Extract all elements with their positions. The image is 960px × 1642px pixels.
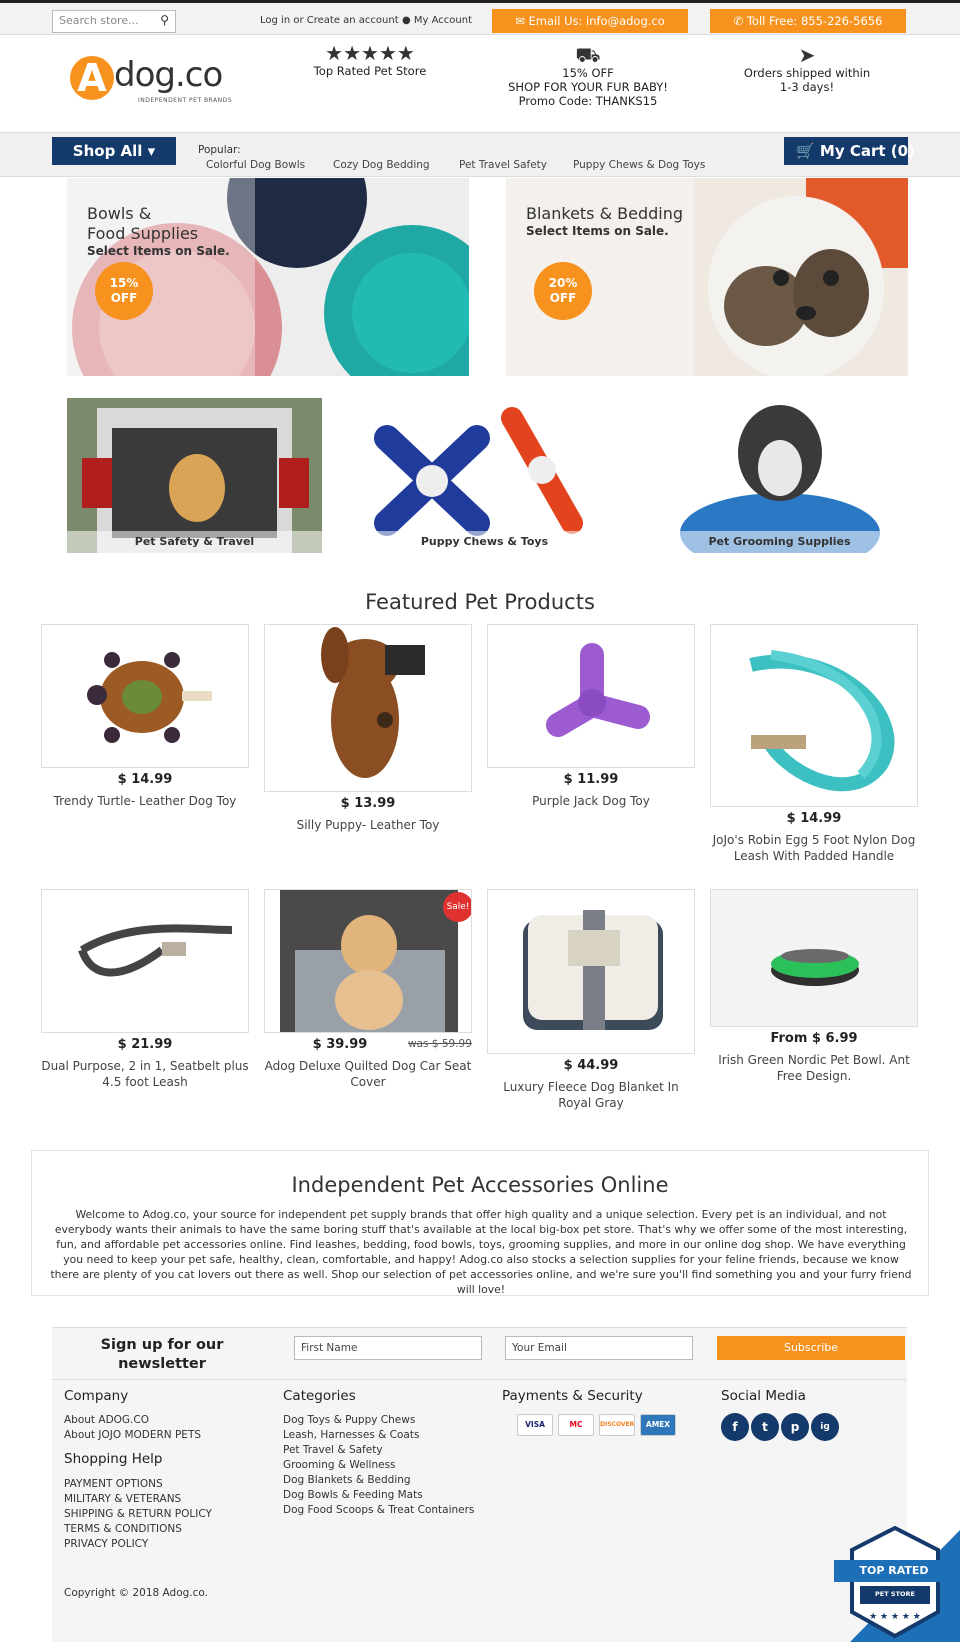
footer-link[interactable]: SHIPPING & RETURN POLICY <box>64 1508 212 1520</box>
popular-link-bowls[interactable]: Colorful Dog Bowls <box>206 159 306 171</box>
product-image-blanket[interactable] <box>487 889 695 1054</box>
newsletter-title: Sign up for our newsletter <box>100 1337 224 1372</box>
promo-line-1: 15% OFF <box>562 66 614 80</box>
popular-label: Popular: <box>198 144 241 156</box>
badge-pct: 20% <box>548 276 578 290</box>
banner-bowls-title-1: Bowls & <box>87 204 152 223</box>
category-pet-safety[interactable] <box>67 398 322 553</box>
shipping-line-2: 1-3 days! <box>779 80 835 94</box>
footer-link[interactable]: Dog Toys & Puppy Chews <box>283 1414 416 1426</box>
discover-icon: DISCOVER <box>599 1414 635 1436</box>
mastercard-icon: MC <box>558 1414 594 1436</box>
product-name[interactable]: JoJo's Robin Egg 5 Foot Nylon Dog Leash With Padded Handle <box>712 833 916 863</box>
email-button[interactable] <box>492 9 688 33</box>
product-price: $ 11.99 <box>563 772 619 787</box>
car-dog-illustration <box>67 398 322 553</box>
banner-bowls[interactable] <box>67 178 469 376</box>
product-name[interactable]: Dual Purpose, 2 in 1, Seatbelt plus 4.5 foot Leash <box>41 1059 249 1089</box>
product-price: From $ 6.99 <box>770 1031 858 1046</box>
cart-label: My Cart (0) <box>819 142 915 160</box>
pinterest-icon[interactable]: p <box>781 1413 809 1441</box>
category-label: Pet Safety & Travel <box>67 531 322 553</box>
product-price: $ 14.99 <box>117 772 173 787</box>
main-nav <box>0 132 960 177</box>
discount-badge-bowls <box>95 262 153 320</box>
product-name[interactable]: Luxury Fleece Dog Blanket In Royal Gray <box>503 1080 679 1110</box>
about-text: Welcome to Adog.co, your source for independent pet supply brands that offer high quality and a unique selection. Every pet is an individual, and not everybody wants their animals to have the same boring stuff that's available at the local big-box pet store. That's why we offer some of the most interesting, fun, and affordable pet accessories online. Find leashes, bedding, food bowls, toys, grooming supplies, and more in our online dog shop. We have everything you need to keep your pet safe, healthy, clean, comfortable, and happy! Adog.co also stocks a selection supplies for your feline friends, because we know there are plenty of you cat lovers out there as well. Shop our selection of pet accessories online, and we're sure you'll find something you and your furry friend will love! <box>50 1208 912 1296</box>
product-name[interactable]: Purple Jack Dog Toy <box>532 794 650 808</box>
rocket-icon: ➤ <box>798 43 816 67</box>
phone-icon: ✆ <box>733 14 747 28</box>
user-icon: ● <box>402 15 414 26</box>
my-account-link[interactable] <box>402 15 472 26</box>
search-icon[interactable]: ⚲ <box>160 13 169 27</box>
featured-title: Featured Pet Products <box>365 590 595 614</box>
footer-link[interactable]: Leash, Harnesses & Coats <box>283 1429 420 1441</box>
product-image-leash[interactable] <box>710 624 918 807</box>
seal-mid-text: PET STORE <box>875 1590 915 1598</box>
search-placeholder: Search store... <box>59 14 139 27</box>
banner-bedding[interactable] <box>506 178 908 376</box>
first-name-placeholder: First Name <box>301 1342 358 1354</box>
envelope-icon: ✉ <box>515 14 529 28</box>
product-image-seatbelt[interactable] <box>41 889 249 1033</box>
about-title: Independent Pet Accessories Online <box>291 1173 669 1197</box>
footer-link[interactable]: Pet Travel & Safety <box>283 1444 383 1456</box>
login-link[interactable]: Log in or Create an account <box>260 15 399 26</box>
phone-button[interactable] <box>710 9 906 33</box>
product-price: $ 44.99 <box>563 1058 619 1073</box>
product-name[interactable]: Adog Deluxe Quilted Dog Car Seat Cover <box>264 1059 472 1089</box>
email-input[interactable] <box>505 1336 693 1360</box>
twitter-icon[interactable]: t <box>751 1413 779 1441</box>
popular-link-travel[interactable]: Pet Travel Safety <box>459 159 548 171</box>
subscribe-button[interactable]: Subscribe <box>717 1336 905 1360</box>
star-rating-icon: ★★★★★ <box>325 41 415 65</box>
product-was-price: was $ 59.99 <box>408 1038 472 1050</box>
logo-mark[interactable]: A <box>70 56 114 100</box>
popular-link-chews[interactable]: Puppy Chews & Dog Toys <box>573 159 706 171</box>
footer-link[interactable]: Dog Bowls & Feeding Mats <box>283 1489 423 1501</box>
shipping-feature <box>722 44 892 94</box>
product-image-puppy[interactable] <box>264 624 472 792</box>
footer-categories-title: Categories <box>283 1388 356 1404</box>
top-rated-seal[interactable] <box>820 1520 960 1642</box>
category-grooming[interactable] <box>652 398 907 553</box>
logo-tagline: INDEPENDENT PET BRANDS <box>138 97 233 104</box>
promo-feature <box>490 44 686 108</box>
footer-link[interactable]: PRIVACY POLICY <box>64 1538 149 1550</box>
product-name[interactable]: Irish Green Nordic Pet Bowl. Ant Free Design. <box>718 1053 910 1083</box>
grooming-dog-illustration <box>652 398 907 553</box>
footer-link[interactable]: Grooming & Wellness <box>283 1459 396 1471</box>
top-bar <box>0 0 960 35</box>
category-label: Pet Grooming Supplies <box>652 531 907 553</box>
seal-stars: ★ ★ ★ ★ ★ <box>869 1612 921 1622</box>
shop-all-button[interactable]: Shop All ▾ <box>52 137 176 165</box>
product-price: $ 39.99 <box>312 1037 368 1052</box>
footer-link[interactable]: Dog Blankets & Bedding <box>283 1474 411 1486</box>
product-price: $ 13.99 <box>340 796 396 811</box>
product-image-bowl[interactable] <box>710 889 918 1027</box>
product-name[interactable]: Trendy Turtle- Leather Dog Toy <box>53 794 237 808</box>
badge-off: OFF <box>110 291 138 305</box>
product-image-jack[interactable] <box>487 624 695 768</box>
chew-toys-illustration <box>357 398 612 553</box>
product-image-turtle[interactable] <box>41 624 249 768</box>
newsletter-bar <box>52 1327 907 1380</box>
about-section <box>31 1150 929 1296</box>
banner-bowls-sub: Select Items on Sale. <box>87 244 230 258</box>
popular-link-bedding[interactable]: Cozy Dog Bedding <box>333 159 430 171</box>
footer-link[interactable]: PAYMENT OPTIONS <box>64 1478 163 1490</box>
cart-button[interactable] <box>784 137 915 165</box>
footer-link[interactable]: MILITARY & VETERANS <box>64 1493 182 1505</box>
product-image-carseat[interactable] <box>264 889 472 1033</box>
truck-icon: ⛟ <box>575 43 601 67</box>
footer-link[interactable]: TERMS & CONDITIONS <box>64 1523 182 1535</box>
product-name[interactable]: Silly Puppy- Leather Toy <box>296 818 440 832</box>
sale-badge: Sale! <box>443 892 472 922</box>
banner-bedding-sub: Select Items on Sale. <box>526 224 669 238</box>
product-price: $ 21.99 <box>117 1037 173 1052</box>
footer-link[interactable]: Dog Food Scoops & Treat Containers <box>283 1504 475 1516</box>
promo-line-2: SHOP FOR YOUR FUR BABY! <box>508 80 668 94</box>
search-input[interactable] <box>52 10 176 33</box>
cart-icon: 🛒 <box>796 142 820 160</box>
banner-bedding-title: Blankets & Bedding <box>526 204 684 223</box>
seal-top-text: TOP RATED <box>859 1564 929 1577</box>
footer-social-title: Social Media <box>721 1388 806 1404</box>
footer <box>52 1380 907 1642</box>
category-label: Puppy Chews & Toys <box>357 531 612 553</box>
rating-label: Top Rated Pet Store <box>313 64 427 78</box>
footer-help-title: Shopping Help <box>64 1451 163 1467</box>
discount-badge-bedding <box>534 262 592 320</box>
shipping-line-1: Orders shipped within <box>743 66 871 80</box>
promo-line-3: Promo Code: THANKS15 <box>518 94 658 108</box>
email-label: Email Us: info@adog.co <box>528 14 665 28</box>
badge-off: OFF <box>549 291 577 305</box>
rating-feature <box>290 42 450 78</box>
copyright: Copyright © 2018 Adog.co. <box>64 1587 208 1599</box>
category-puppy-chews[interactable] <box>357 398 612 553</box>
badge-pct: 15% <box>109 276 139 290</box>
instagram-icon[interactable]: ig <box>811 1413 839 1441</box>
email-placeholder: Your Email <box>512 1342 567 1354</box>
visa-icon: VISA <box>517 1414 553 1436</box>
amex-icon: AMEX <box>640 1414 676 1436</box>
phone-label: Toll Free: 855-226-5656 <box>746 14 883 28</box>
footer-link[interactable]: About JOJO MODERN PETS <box>64 1429 202 1441</box>
logo-text[interactable]: dog.co <box>114 55 223 95</box>
facebook-icon[interactable]: f <box>721 1413 749 1441</box>
footer-payments-title: Payments & Security <box>502 1388 643 1404</box>
footer-company-title: Company <box>64 1388 129 1404</box>
banner-bowls-title-2: Food Supplies <box>87 224 199 243</box>
product-price: $ 14.99 <box>786 811 842 826</box>
seal-badge-icon <box>820 1520 960 1642</box>
footer-link[interactable]: About ADOG.CO <box>64 1414 149 1426</box>
my-account-label: My Account <box>413 15 473 26</box>
first-name-input[interactable] <box>294 1336 482 1360</box>
